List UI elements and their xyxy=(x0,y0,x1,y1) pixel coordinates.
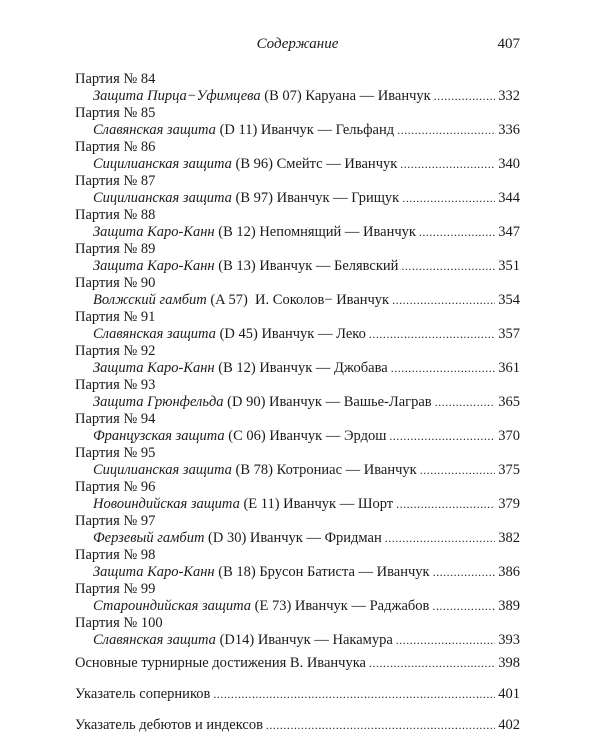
game-heading: Партия № 97 xyxy=(75,513,156,529)
page-ref: 370 xyxy=(498,428,520,444)
game-heading: Партия № 86 xyxy=(75,139,156,155)
game-details: (D 11) Иванчук — Гельфанд xyxy=(215,122,395,138)
section-gap xyxy=(75,703,520,717)
page-ref: 365 xyxy=(498,394,520,410)
game-heading: Партия № 100 xyxy=(75,615,163,631)
game-details: (E 73) Иванчук — Раджабов xyxy=(251,598,430,614)
page-ref: 332 xyxy=(498,88,520,104)
page-ref: 401 xyxy=(498,686,520,702)
dot-leader xyxy=(434,88,496,105)
opening-name: Французская защита xyxy=(93,428,225,444)
page-header xyxy=(75,36,520,58)
toc-section-entry[interactable] xyxy=(75,717,520,734)
toc-entry[interactable] xyxy=(75,360,520,377)
opening-name: Староиндийская защита xyxy=(93,598,252,614)
dot-leader xyxy=(396,496,495,513)
game-details: (B 97) Иванчук — Грищук xyxy=(231,190,400,206)
page-ref: 402 xyxy=(498,717,520,733)
opening-name: Волжский гамбит xyxy=(93,292,207,308)
page-ref: 354 xyxy=(498,292,520,308)
dot-leader xyxy=(369,326,495,343)
game-details: (C 06) Иванчук — Эрдош xyxy=(224,428,387,444)
game-details: (B 13) Иванчук — Белявский xyxy=(214,258,399,274)
page-ref: 347 xyxy=(498,224,520,240)
opening-name: Новоиндийская защита xyxy=(93,496,240,512)
page-ref: 382 xyxy=(498,530,520,546)
dot-leader xyxy=(432,598,495,615)
table-of-contents xyxy=(75,71,520,734)
game-details: (B 12) Непомнящий — Иванчук xyxy=(214,224,416,240)
game-details: (E 11) Иванчук — Шорт xyxy=(239,496,394,512)
dot-leader xyxy=(266,717,495,734)
toc-entry[interactable] xyxy=(75,258,520,275)
opening-name: Защита Каро-Канн xyxy=(93,360,215,376)
opening-name: Славянская защита xyxy=(93,122,216,138)
toc-entry[interactable] xyxy=(75,530,520,547)
page-ref: 386 xyxy=(498,564,520,580)
toc-entry[interactable] xyxy=(75,632,520,649)
game-details: (B 96) Смейтс — Иванчук xyxy=(231,156,398,172)
toc-entry[interactable] xyxy=(75,88,520,105)
running-title: Содержание xyxy=(256,36,339,52)
game-heading: Партия № 99 xyxy=(75,581,156,597)
game-heading: Партия № 89 xyxy=(75,241,156,257)
game-details: (B 18) Брусон Батиста — Иванчук xyxy=(214,564,430,580)
opening-name: Защита Каро-Канн xyxy=(93,258,215,274)
game-heading: Партия № 98 xyxy=(75,547,156,563)
game-details: (B 07) Каруана — Иванчук xyxy=(260,88,431,104)
toc-entry[interactable] xyxy=(75,190,520,207)
game-heading: Партия № 94 xyxy=(75,411,156,427)
dot-leader xyxy=(396,632,495,649)
dot-leader xyxy=(213,686,495,703)
page-ref: 389 xyxy=(498,598,520,614)
dot-leader xyxy=(369,655,495,672)
dot-leader xyxy=(402,190,495,207)
opening-name: Защита Каро-Канн xyxy=(93,564,215,580)
page-ref: 344 xyxy=(498,190,520,206)
game-heading: Партия № 85 xyxy=(75,105,156,121)
page-ref: 357 xyxy=(498,326,520,342)
opening-name: Славянская защита xyxy=(93,632,216,648)
game-details: (D 30) Иванчук — Фридман xyxy=(204,530,382,546)
game-heading: Партия № 91 xyxy=(75,309,156,325)
dot-leader xyxy=(385,530,496,547)
toc-entry[interactable] xyxy=(75,326,520,343)
page-ref: 375 xyxy=(498,462,520,478)
game-details: (D 45) Иванчук — Леко xyxy=(215,326,366,342)
game-details: (B 78) Котрониас — Иванчук xyxy=(231,462,417,478)
toc-section-entry[interactable] xyxy=(75,686,520,703)
dot-leader xyxy=(433,564,496,581)
toc-entry[interactable] xyxy=(75,224,520,241)
page-ref: 361 xyxy=(498,360,520,376)
game-details: (D 90) Иванчук — Вашье-Лаграв xyxy=(223,394,432,410)
dot-leader xyxy=(397,122,495,139)
toc-section-entry[interactable] xyxy=(75,655,520,672)
game-details: (B 12) Иванчук — Джобава xyxy=(214,360,388,376)
game-details: (D14) Иванчук — Накамура xyxy=(215,632,393,648)
page-ref: 379 xyxy=(498,496,520,512)
section-title: Указатель соперников xyxy=(75,686,211,702)
game-heading: Партия № 92 xyxy=(75,343,156,359)
dot-leader xyxy=(420,462,496,479)
game-details: (A 57) И. Соколов− Иванчук xyxy=(206,292,390,308)
toc-entry[interactable] xyxy=(75,564,520,581)
page-ref: 393 xyxy=(498,632,520,648)
game-heading: Партия № 95 xyxy=(75,445,156,461)
dot-leader xyxy=(391,360,496,377)
toc-entry[interactable] xyxy=(75,122,520,139)
dot-leader xyxy=(389,428,495,445)
game-heading: Партия № 88 xyxy=(75,207,156,223)
game-heading: Партия № 90 xyxy=(75,275,156,291)
toc-entry[interactable] xyxy=(75,394,520,411)
section-gap xyxy=(75,672,520,686)
toc-entry[interactable] xyxy=(75,156,520,173)
dot-leader xyxy=(401,258,495,275)
toc-entry[interactable] xyxy=(75,598,520,615)
page-ref: 340 xyxy=(498,156,520,172)
opening-name: Защита Пирца−Уфимцева xyxy=(93,88,261,104)
toc-entry[interactable] xyxy=(75,292,520,309)
opening-name: Ферзевый гамбит xyxy=(93,530,205,546)
game-heading: Партия № 96 xyxy=(75,479,156,495)
game-heading: Партия № 93 xyxy=(75,377,156,393)
opening-name: Славянская защита xyxy=(93,326,216,342)
dot-leader xyxy=(392,292,495,309)
game-heading: Партия № 84 xyxy=(75,71,156,87)
page-ref: 351 xyxy=(498,258,520,274)
opening-name: Сицилианская защита xyxy=(93,462,232,478)
page-ref: 398 xyxy=(498,655,520,671)
toc-entry[interactable] xyxy=(75,428,520,445)
dot-leader xyxy=(435,394,496,411)
game-heading: Партия № 87 xyxy=(75,173,156,189)
toc-entry[interactable] xyxy=(75,496,520,513)
toc-entry[interactable] xyxy=(75,462,520,479)
opening-name: Защита Каро-Канн xyxy=(93,224,215,240)
dot-leader xyxy=(400,156,495,173)
dot-leader xyxy=(419,224,495,241)
page-number: 407 xyxy=(497,36,520,52)
section-title: Указатель дебютов и индексов xyxy=(75,717,263,733)
opening-name: Защита Грюнфельда xyxy=(93,394,224,410)
opening-name: Сицилианская защита xyxy=(93,156,232,172)
opening-name: Сицилианская защита xyxy=(93,190,232,206)
page-ref: 336 xyxy=(498,122,520,138)
section-title: Основные турнирные достижения В. Иванчука xyxy=(75,655,366,671)
